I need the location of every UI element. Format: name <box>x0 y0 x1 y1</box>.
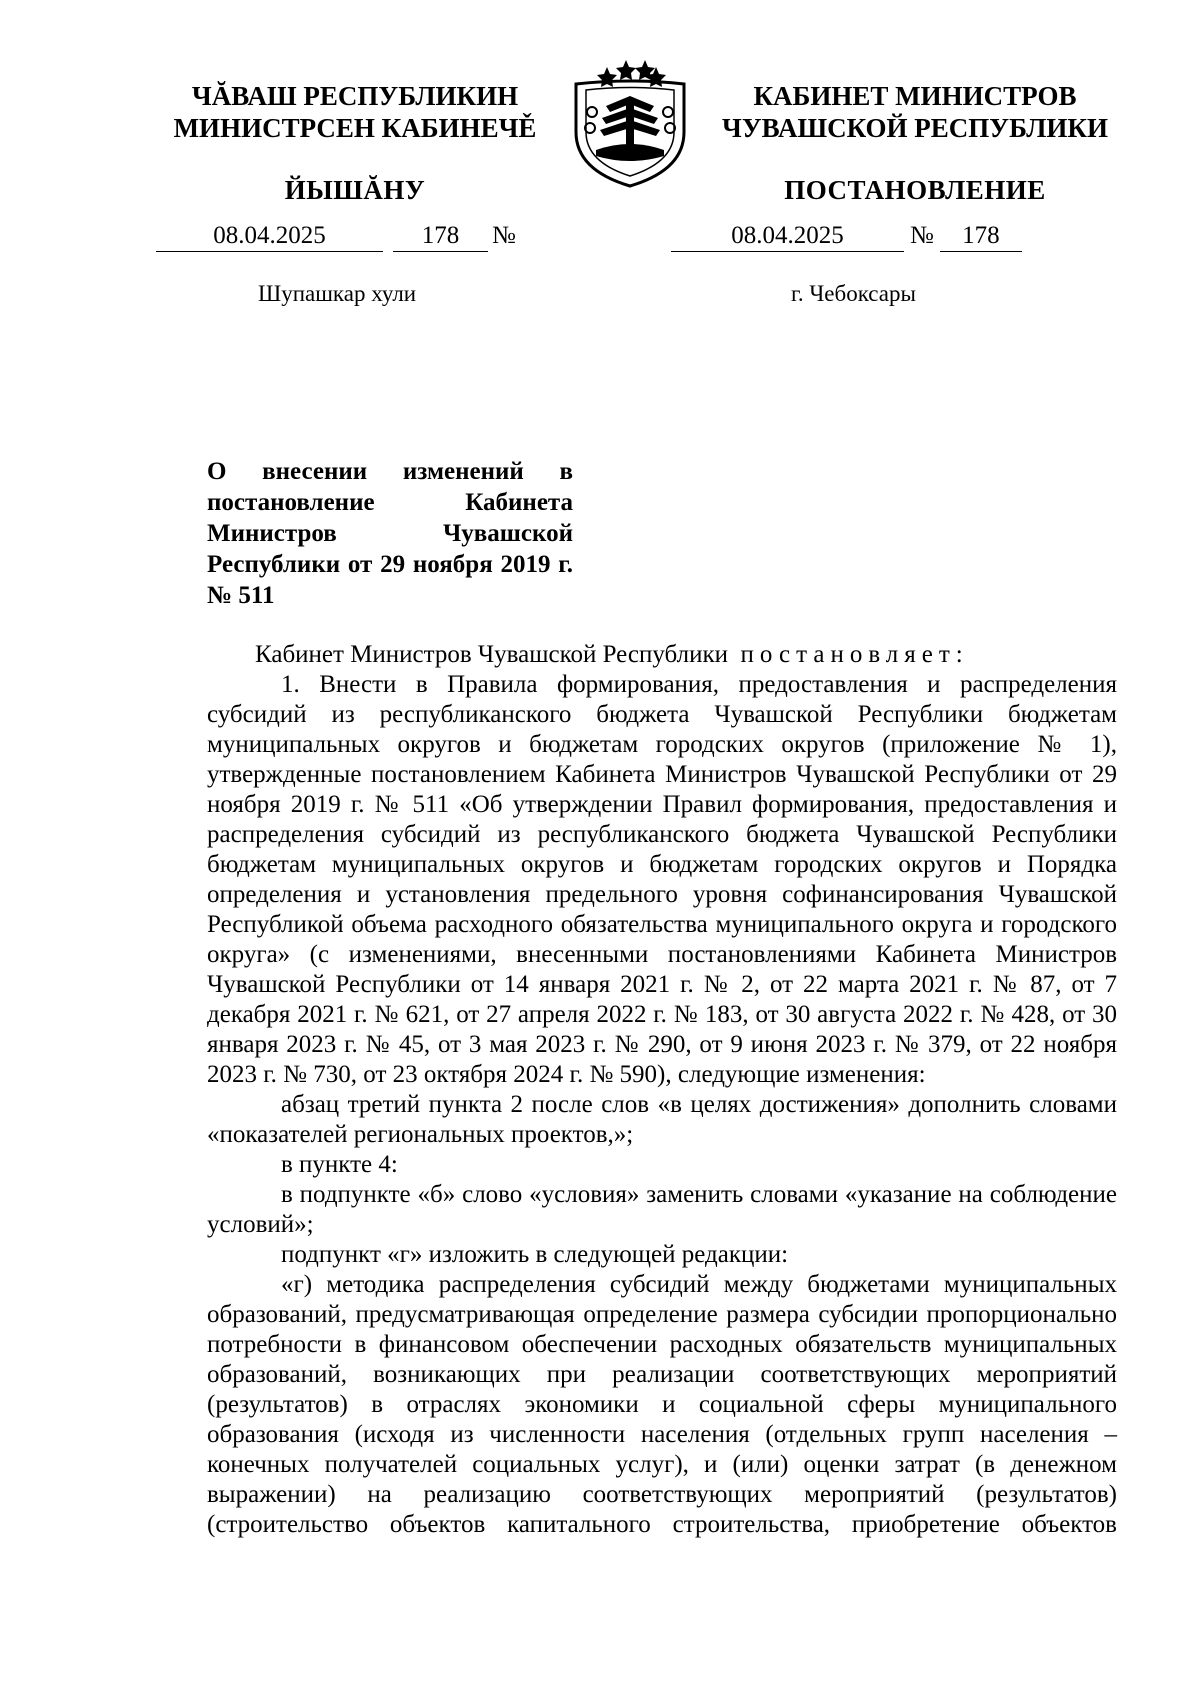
registration-left <box>156 221 516 252</box>
emblem-icon <box>566 52 694 190</box>
header-right-block <box>715 80 1115 206</box>
registration-number-right: 178 <box>940 221 1022 252</box>
intro-subject: Кабинет Министров Чувашской Республики <box>255 641 729 668</box>
header-right-line2: ЧУВАШСКОЙ РЕСПУБЛИКИ <box>722 113 1108 143</box>
body-paragraph: в подпункте «б» слово «условия» заменить словами «указание на соблюдение условий»; <box>207 1181 1117 1238</box>
header-left-block <box>150 80 560 206</box>
registration-date-right: 08.04.2025 <box>671 221 904 252</box>
body-paragraph: абзац третий пункта 2 после слов «в целях достижения» дополнить словами «показателей региональных проектов,»; <box>207 1091 1117 1148</box>
body-paragraph: «г) методика распределения субсидий между бюджетами муниципальных образований, предусматривающая определение размера субсидии пропорционально потребности в финансовом обеспечении расходных обязательств муниципальных образований, возникающих при реализации соответствующих мероприятий (результатов) в отраслях экономики и социальной сферы муниципального образования (исходя из численности населения (отдельных групп населения – конечных получателей социальных услуг), и (или) оценки затрат (в денежном выражении) на реализацию соответствующих мероприятий (результатов) (строительство объектов капитального строительства, приобретение объектов <box>207 1271 1117 1538</box>
header-left-line1: ЧĂВАШ РЕСПУБЛИКИН <box>191 81 519 111</box>
header-left-doc-kind: ЙЫШĂНУ <box>284 175 426 205</box>
registration-number-left: 178 <box>393 221 488 252</box>
place-right: г. Чебоксары <box>791 281 916 306</box>
header-right-doc-kind: ПОСТАНОВЛЕНИЕ <box>784 175 1046 205</box>
registration-date-left: 08.04.2025 <box>156 221 383 252</box>
document-body <box>207 640 1117 1540</box>
header-left-line2: МИНИСТРСЕН КАБИНЕЧĚ <box>173 113 537 143</box>
registration-right <box>671 221 1022 252</box>
document-title: О внесении изменений в постановление Кабинета Министров Чувашской Республики от 29 ноября 2019 г. № 511 <box>207 458 573 609</box>
body-paragraph: подпункт «г» изложить в следующей редакции: <box>281 1241 789 1268</box>
body-paragraph: 1. Внести в Правила формирования, предоставления и распределения субсидий из республиканского бюджета Чувашской Республики бюджетам муниципальных округов и бюджетам городских округов (приложение № 1), утвержденные постановлением Кабинета Министров Чувашской Республики от 29 ноября 2019 г. № 511 «Об утверждении Правил формирования, предоставления и распределения субсидий из республиканского бюджета Чувашской Республики бюджетам муниципальных округов и бюджетам городских округов и Порядка определения и установления предельного уровня софинансирования Чувашской Республикой объема расходного обязательства муниципального округа и городского округа» (с изменениями, внесенными постановлениями Кабинета Министров Чувашской Республики от 14 января 2021 г. № 2, от 22 марта 2021 г. № 87, от 7 декабря 2021 г. № 621, от 27 апреля 2022 г. № 183, от 30 августа 2022 г. № 428, от 30 января 2023 г. № 45, от 3 мая 2023 г. № 290, от 9 июня 2023 г. № 379, от 22 ноября 2023 г. № 730, от 23 октября 2024 г. № 590), следующие изменения: <box>207 671 1117 1088</box>
registration-number-sign-left: № <box>492 222 516 249</box>
registration-number-sign-right: № <box>910 222 934 249</box>
intro-paragraph <box>207 640 1117 670</box>
header-right-line1: КАБИНЕТ МИНИСТРОВ <box>753 81 1077 111</box>
intro-verb: постановляет: <box>740 641 969 668</box>
body-paragraph: в пункте 4: <box>281 1151 398 1178</box>
place-left: Шупашкар хули <box>258 281 417 306</box>
